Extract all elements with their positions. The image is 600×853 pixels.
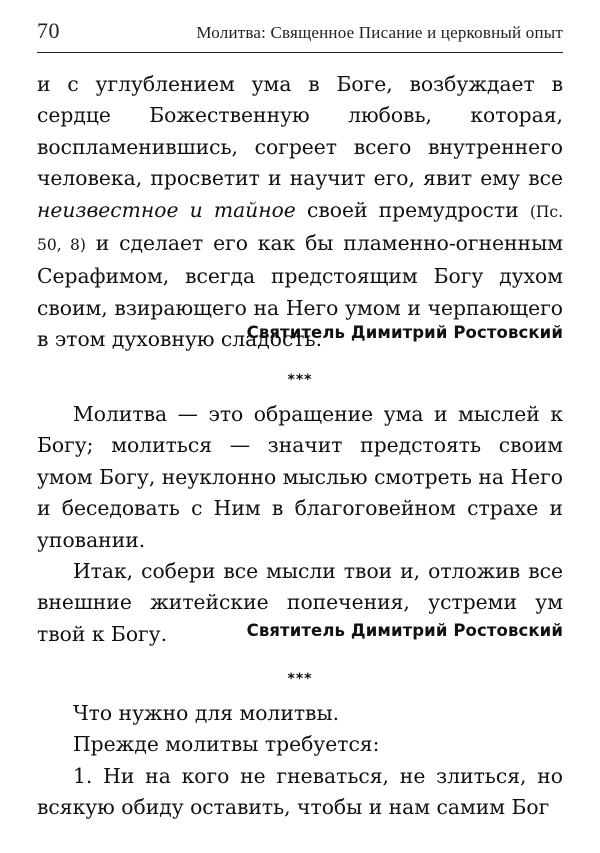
running-head: [37, 18, 563, 46]
section-3-line-2: Прежде молитвы требуется:: [73, 732, 380, 757]
section-3-text: [37, 698, 563, 824]
section-separator-1: ***: [287, 372, 313, 388]
page-number: 70: [37, 18, 60, 43]
attribution-1: Святитель Димитрий Ростовский: [246, 323, 563, 342]
section-2-paragraph-2: Итак, собери все мысли твои и, отложив все внешние житейские попечения, устреми ум твой к Богу.: [37, 559, 563, 646]
section-3-item-1: 1. Ни на кого не гневаться, не злиться, но всякую обиду оставить, чтобы и нам самим Бог: [37, 763, 563, 820]
italic-phrase: неизвестное и тайное: [37, 197, 296, 222]
attribution-2: Святитель Димитрий Ростовский: [246, 621, 563, 640]
section-3-line-1: Что нужно для молитвы.: [73, 701, 340, 725]
section-1-text-start: и с углублением ума в Боге, возбуждает в сердце Божественную любовь, которая, воспламенившись, согреет всего внутреннего человека, просветит и научит его, явит ему все: [37, 72, 563, 191]
section-1-text-end: и сделает его как бы пламенно-огненным Серафимом, всегда предстоящим Богу духом своим, взирающего на Него умом и черпающего в этом духовную сладость.: [37, 231, 563, 352]
section-separator-2: ***: [287, 671, 313, 687]
section-1-text: [37, 69, 563, 356]
section-1-text-mid: своей премудрости: [306, 197, 519, 222]
section-1-paragraph: [37, 69, 563, 356]
running-title: Молитва: Священное Писание и церковный опыт: [196, 23, 563, 42]
header-rule: [37, 52, 563, 53]
section-2-text: [37, 399, 563, 650]
section-2-paragraph-1: Молитва — это обращение ума и мыслей к Богу; молиться — значит предстоять своим умом Богу, неуклонно мыслью смотреть на Него и беседовать с Ним в благоговейном страхе и уповании.: [37, 402, 563, 552]
scripture-reference: (Пс. 50, 8): [37, 202, 564, 255]
